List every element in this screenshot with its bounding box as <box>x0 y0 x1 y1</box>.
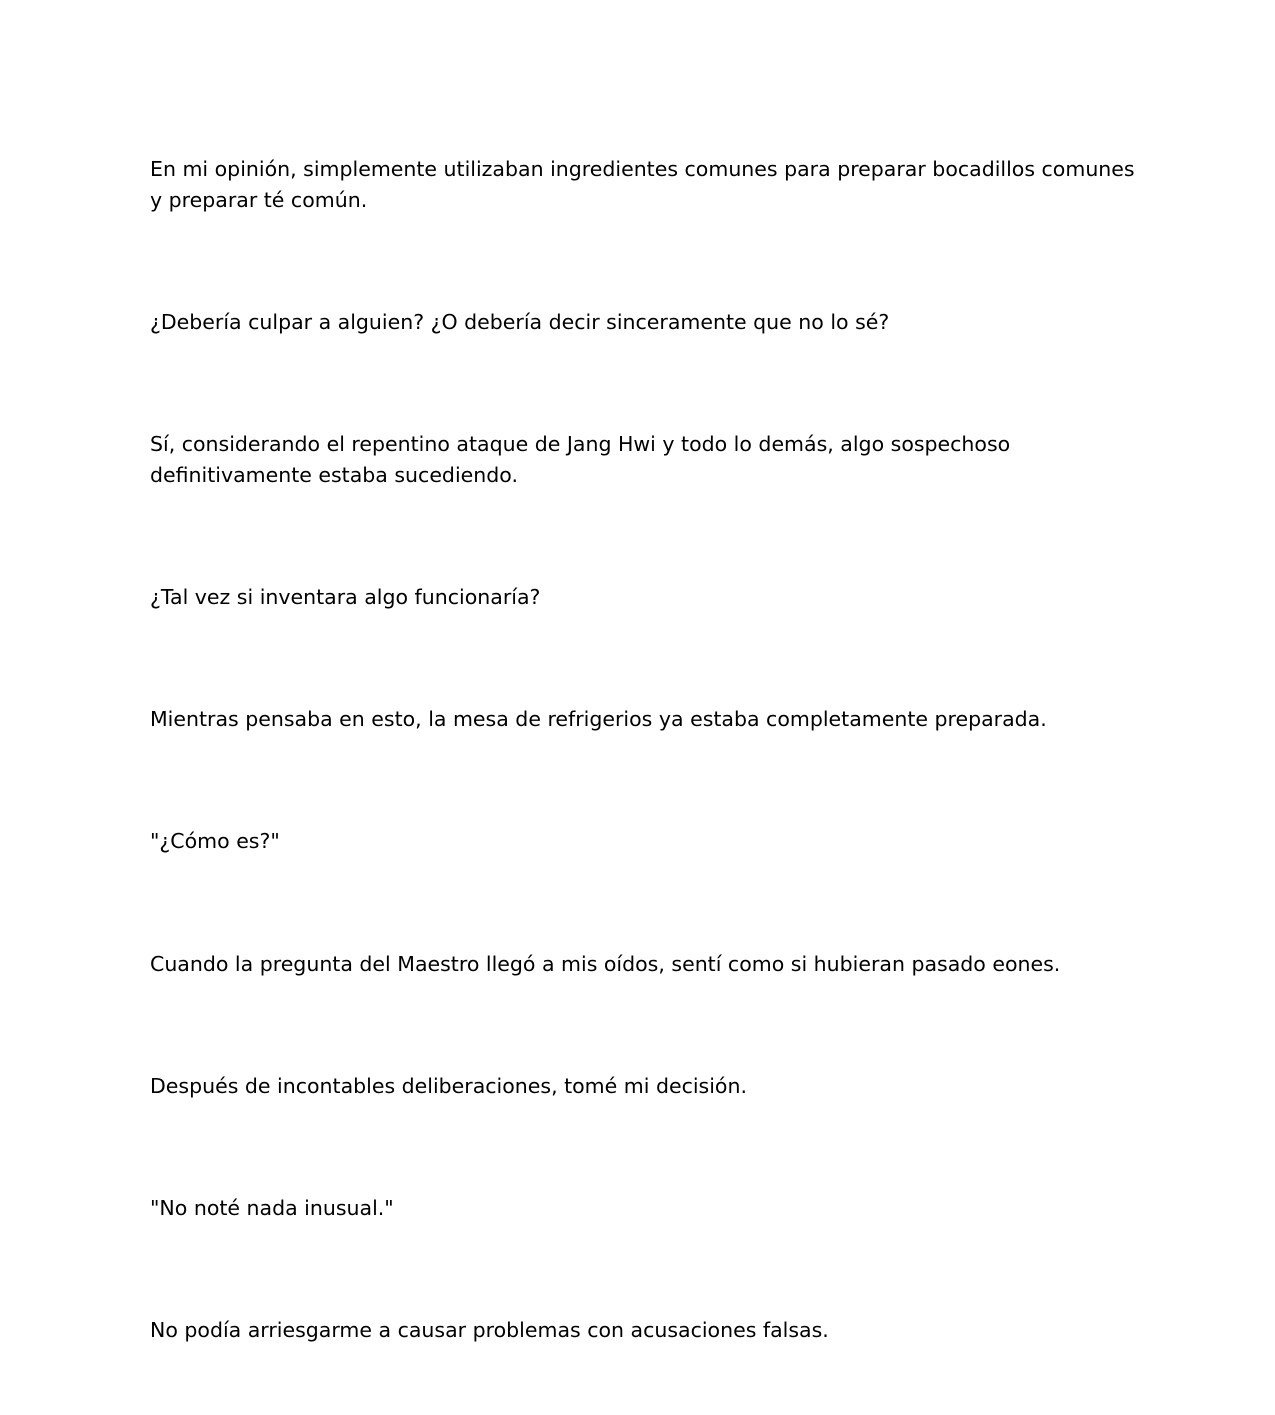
paragraph-6: "¿Cómo es?" <box>150 829 280 853</box>
paragraph-5: Mientras pensaba en esto, la mesa de refrigerios ya estaba completamente preparada. <box>150 707 1047 731</box>
paragraph-8: Después de incontables deliberaciones, tomé mi decisión. <box>150 1074 747 1098</box>
paragraph-7: Cuando la pregunta del Maestro llegó a mis oídos, sentí como si hubieran pasado eones. <box>150 952 1061 976</box>
paragraph-1: En mi opinión, simplemente utilizaban ingredientes comunes para preparar bocadillos comunes y preparar té común. <box>150 157 1135 212</box>
paragraph-3: Sí, considerando el repentino ataque de Jang Hwi y todo lo demás, algo sospechoso definitivamente estaba sucediendo. <box>150 432 1011 487</box>
paragraph-10: No podía arriesgarme a causar problemas con acusaciones falsas. <box>150 1318 829 1342</box>
paragraph-9: "No noté nada inusual." <box>150 1196 394 1220</box>
paragraph-2: ¿Debería culpar a alguien? ¿O debería decir sinceramente que no lo sé? <box>150 310 890 334</box>
paragraph-4: ¿Tal vez si inventara algo funcionaría? <box>150 585 541 609</box>
